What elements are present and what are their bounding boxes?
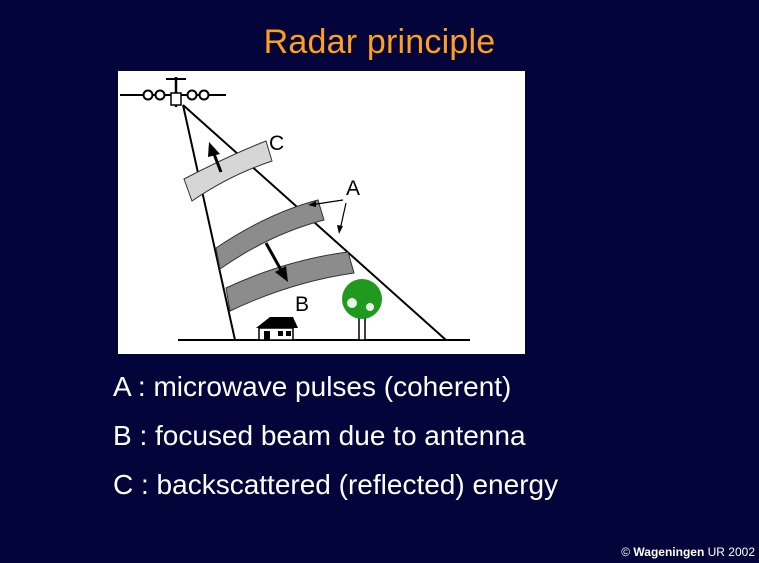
label-a: A bbox=[346, 177, 361, 200]
copyright-symbol: © bbox=[621, 545, 631, 559]
radar-diagram bbox=[118, 71, 525, 354]
slide-title: Radar principle bbox=[263, 23, 496, 61]
copyright-org: Wageningen bbox=[633, 545, 705, 559]
house-icon bbox=[256, 317, 298, 340]
label-c: C bbox=[269, 132, 285, 155]
radar-diagram-svg bbox=[118, 71, 525, 354]
label-b: B bbox=[295, 293, 310, 316]
backscatter-arrow-head bbox=[208, 142, 220, 157]
copyright-footer bbox=[621, 545, 755, 559]
pulse-arrow-shaft bbox=[266, 243, 281, 270]
aircraft-icon bbox=[120, 77, 226, 107]
legend-line-c: C : backscattered (reflected) energy bbox=[113, 469, 559, 500]
pulse-band-outer bbox=[216, 200, 324, 269]
legend-line-b: B : focused beam due to antenna bbox=[113, 420, 526, 451]
legend-line-a: A : microwave pulses (coherent) bbox=[113, 371, 512, 402]
copyright-rest: UR 2002 bbox=[707, 545, 755, 559]
pulse-band-inner bbox=[226, 252, 354, 311]
label-a-pointer-2-head bbox=[337, 225, 343, 234]
tree-icon bbox=[342, 279, 382, 340]
